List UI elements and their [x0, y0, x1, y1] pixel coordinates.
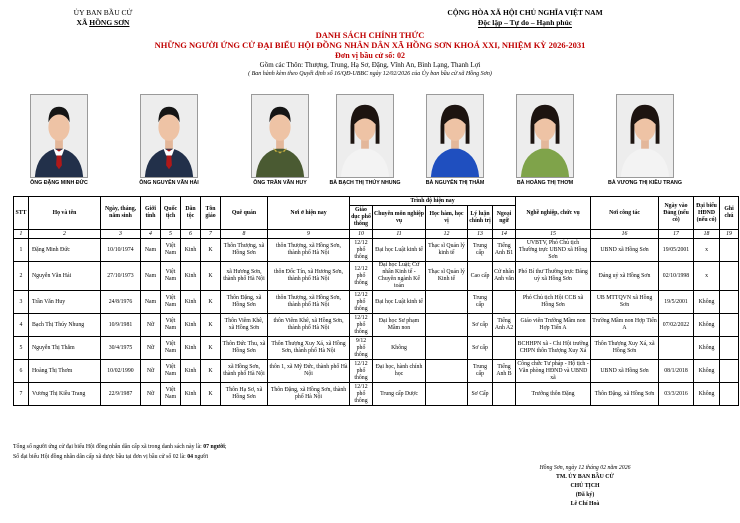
cell-professional: Trung cấp Dược [373, 383, 426, 406]
cell-professional: Đại học Sư phạm Mầm non [373, 314, 426, 337]
cell-stt: 2 [14, 262, 29, 291]
cell-language [493, 337, 516, 360]
candidate-photo-caption: BÀ NGUYỄN THỊ THẮM [425, 180, 485, 186]
cell-political: Trung cấp [468, 239, 493, 262]
cell-language: Tiếng Anh B1 [493, 239, 516, 262]
column-index-cell: 5 [161, 230, 181, 239]
cell-ethnicity: Kinh [181, 291, 201, 314]
cell-residence: thôn Đốc Tín, xã Hương Sơn, thành phố Hà Nội [268, 262, 350, 291]
cell-ethnicity: Kinh [181, 262, 201, 291]
cell-workplace: Thôn Đặng, xã Hồng Sơn [591, 383, 659, 406]
cell-language: Tiếng Anh A2 [493, 314, 516, 337]
candidate-portrait [616, 94, 674, 178]
header-name: Họ và tên [29, 197, 101, 230]
cell-political: Sơ cấp [468, 337, 493, 360]
header-residence: Nơi ở hiện nay [268, 197, 350, 230]
column-index-cell: 9 [268, 230, 350, 239]
table-row [14, 314, 739, 337]
national-motto-line [395, 18, 655, 28]
column-index-cell: 19 [720, 230, 739, 239]
candidate-portrait [30, 94, 88, 178]
cell-delegate: Không [694, 291, 720, 314]
cell-degree [426, 291, 468, 314]
header-stt: STT [14, 197, 29, 230]
column-index-cell: 11 [373, 230, 426, 239]
cell-party-date: 08/1/2018 [659, 360, 694, 383]
cell-nationality: Việt Nam [161, 262, 181, 291]
cell-hometown: Thôn Thượng, xã Hồng Sơn [221, 239, 268, 262]
cell-occupation: Công chức Tư pháp - Hộ tịch - Văn phòng HĐND và UBND xã [517, 360, 589, 381]
cell-residence: Thôn Đặng, xã Hồng Sơn, thành phố Hà Nội [268, 383, 350, 406]
cell-workplace: Đảng uỷ xã Hồng Sơn [591, 262, 659, 291]
cell-general-edu: 12/12 phổ thông [350, 262, 373, 291]
cell-workplace: Trường Mầm non Hợp Tiến A [591, 314, 659, 337]
candidate-photo-card [320, 90, 410, 195]
portrait-graphic [427, 95, 483, 177]
decision-reference: ( Ban hành kèm theo Quyết định số 16/QĐ-UBBC ngày 12/02/2026 của Ủy ban bầu cử xã Hồng Sơn) [248, 71, 492, 77]
summary-seats [13, 452, 493, 462]
header-occupation: Nghề nghiệp, chức vụ [516, 197, 591, 230]
header-gender: Giới tính [141, 197, 161, 230]
summary-total-text: Tổng số người ứng cử đại biểu Hội đồng nhân dân cấp xã trong danh sách này là: [13, 444, 204, 450]
cell-party-date: 19/5/2001 [659, 291, 694, 314]
candidate-photo-caption: BÀ VƯƠNG THỊ KIỀU TRANG [608, 180, 682, 186]
cell-dob: 10/9/1981 [101, 314, 141, 337]
cell-delegate: x [694, 262, 720, 291]
cell-political: Sơ Cấp [468, 383, 493, 406]
cell-occupation: UVBTV, Phó Chủ tịch Thường trực UBND xã Hồng Sơn [516, 239, 591, 262]
cell-occupation: Trưởng thôn Đặng [516, 383, 591, 406]
table-row [14, 291, 739, 314]
portrait-graphic [617, 95, 673, 177]
summary-total-value: 07 người [203, 444, 225, 450]
column-index-cell: 14 [493, 230, 516, 239]
cell-degree [426, 383, 468, 406]
cell-workplace: UBND xã Hồng Sơn [591, 239, 659, 262]
cell-party-date: 03/3/2016 [659, 383, 694, 406]
cell-residence: thôn Viêm Khê, xã Hồng Sơn, thành phố Hà Nội [268, 314, 350, 337]
candidate-photo-caption: ÔNG NGUYỄN VĂN HẢI [139, 180, 199, 186]
column-index-cell: 6 [181, 230, 201, 239]
candidate-rows [14, 230, 739, 406]
candidate-photos [0, 90, 740, 195]
cell-delegate: Không [694, 337, 720, 360]
electoral-unit: Đơn vị bầu cử số: 02 [335, 51, 405, 60]
cell-degree: Thạc sĩ Quản lý kinh tế [426, 239, 468, 262]
national-motto: Độc lập – Tự do – Hạnh phúc [477, 18, 573, 27]
column-index-cell: 1 [14, 230, 29, 239]
column-index-cell: 12 [426, 230, 468, 239]
portrait-graphic [337, 95, 393, 177]
cell-hometown: Thôn Đức Thu, xã Hồng Sơn [221, 337, 268, 360]
cell-notes [720, 291, 739, 314]
cell-hometown: Thôn Hạ Sơ, xã Hồng Sơn [221, 383, 268, 406]
column-index-cell: 10 [350, 230, 373, 239]
cell-occupation: Phó Chủ tịch Hội CCB xã Hồng Sơn [516, 291, 591, 314]
cell-general-edu: 12/12 phổ thông [350, 291, 373, 314]
column-index-cell: 16 [591, 230, 659, 239]
cell-name: Hoàng Thị Thơm [29, 360, 101, 383]
cell-name: Đặng Minh Đức [29, 239, 101, 262]
candidate-photo-card [14, 90, 104, 195]
villages-list: Gồm các Thôn: Thượng, Trung, Hạ Sơ, Đặng, Vĩnh An, Bình Lạng, Thanh Lợi [259, 61, 481, 69]
cell-gender: Nữ [141, 360, 161, 383]
table-row [14, 360, 739, 383]
candidate-table [13, 196, 739, 406]
signature-org: TM. ỦY BAN BẦU CỬ [555, 474, 615, 480]
column-index-cell: 3 [101, 230, 141, 239]
cell-occupation: BCHHPN xã - Chi Hội trưởng CHPN thôn Thượng Xuy Xá [516, 337, 591, 360]
cell-gender: Nữ [141, 383, 161, 406]
summary-total-end: ; [224, 444, 227, 450]
cell-stt: 7 [14, 383, 29, 406]
cell-party-date: 19/05/2001 [659, 239, 694, 262]
cell-gender: Nam [141, 262, 161, 291]
cell-hometown: xã Hương Sơn, thành phố Hà Nội [221, 262, 268, 291]
signature-date: Hồng Sơn, ngày 12 tháng 02 năm 2026 [539, 465, 631, 471]
cell-general-edu: 9/12 phổ thông [350, 337, 373, 360]
cell-dob: 24/8/1976 [101, 291, 141, 314]
cell-delegate: Không [694, 314, 720, 337]
cell-stt: 1 [14, 239, 29, 262]
header-dob: Ngày, tháng, năm sinh [101, 197, 141, 230]
cell-gender: Nữ [141, 337, 161, 360]
cell-residence: thôn 1, xã Mỹ Đức, thành phố Hà Nội [268, 360, 350, 383]
header-religion: Tôn giáo [201, 197, 221, 230]
cell-ethnicity: Kinh [181, 337, 201, 360]
header-hometown: Quê quán [221, 197, 268, 230]
candidate-photo-card [124, 90, 214, 195]
column-index-cell: 4 [141, 230, 161, 239]
cell-language: Cử nhân Anh văn [493, 262, 516, 291]
column-index-cell: 15 [516, 230, 591, 239]
cell-gender: Nam [141, 291, 161, 314]
cell-general-edu: 12/12 phổ thông [350, 360, 373, 383]
candidate-photo-caption: BÀ HOÀNG THỊ THƠM [516, 180, 574, 186]
summary-total [13, 442, 493, 452]
cell-nationality: Việt Nam [161, 314, 181, 337]
cell-nationality: Việt Nam [161, 383, 181, 406]
header-language: Ngoại ngữ [493, 206, 516, 230]
column-index-cell: 2 [29, 230, 101, 239]
summary-seats-value: 04 [187, 454, 194, 460]
column-index-cell: 8 [221, 230, 268, 239]
cell-religion: K [201, 360, 221, 383]
cell-nationality: Việt Nam [161, 337, 181, 360]
issuer-line2-place: HỒNG SƠN [89, 18, 130, 27]
cell-dob: 22/9/1987 [101, 383, 141, 406]
candidate-portrait [426, 94, 484, 178]
cell-nationality: Việt Nam [161, 239, 181, 262]
cell-party-date: 02/10/1998 [659, 262, 694, 291]
header-general-edu: Giáo dục phổ thông [350, 206, 373, 230]
cell-religion: K [201, 337, 221, 360]
header-political: Lý luận chính trị [468, 206, 493, 230]
cell-name: Bạch Thị Thúy Nhung [29, 314, 101, 337]
cell-workplace: UB MTTQVN xã Hồng Sơn [591, 291, 659, 314]
cell-religion: K [201, 291, 221, 314]
cell-party-date: 07/02/2022 [659, 314, 694, 337]
cell-professional: Đại học Luật kinh tế [373, 291, 426, 314]
cell-name: Trần Văn Huy [29, 291, 101, 314]
header-ethnicity: Dân tộc [181, 197, 201, 230]
cell-nationality: Việt Nam [161, 360, 181, 383]
cell-ethnicity: Kinh [181, 239, 201, 262]
cell-occupation: Phó Bí thư Thường trực Đảng uỷ xã Hồng Sơn [516, 262, 591, 291]
cell-dob: 27/10/1973 [101, 262, 141, 291]
column-index-cell: 13 [468, 230, 493, 239]
summary-seats-end: người [193, 454, 209, 460]
cell-political: Sơ cấp [468, 314, 493, 337]
cell-gender: Nữ [141, 314, 161, 337]
cell-workplace: Thôn Thượng Xuy Xá, xã Hồng Sơn [591, 337, 659, 360]
candidate-portrait [336, 94, 394, 178]
cell-workplace: UBND xã Hồng Sơn [591, 360, 659, 383]
issuer-block [28, 8, 178, 28]
signature-status: (Đã ký) [575, 492, 595, 498]
cell-general-edu: 12/12 phổ thông [350, 314, 373, 337]
cell-hometown: Thôn Viêm Khê, xã Hồng Sơn [221, 314, 268, 337]
cell-notes [720, 383, 739, 406]
cell-hometown: xã Hồng Sơn, thành phố Hà Nội [221, 360, 268, 383]
issuer-line2 [28, 18, 178, 28]
header-notes: Ghi chú [720, 197, 739, 230]
portrait-graphic [252, 95, 308, 177]
signature-title: CHỦ TỊCH [570, 483, 600, 489]
national-title: CỘNG HÒA XÃ HỘI CHỦ NGHĨA VIỆT NAM [447, 8, 603, 17]
document-title-block [0, 30, 740, 78]
issuer-line2-prefix: XÃ [76, 18, 90, 27]
cell-occupation: Giáo viên Trường Mầm non Hợp Tiến A [516, 314, 591, 337]
cell-dob: 10/02/1990 [101, 360, 141, 383]
cell-nationality: Việt Nam [161, 291, 181, 314]
column-index-cell: 7 [201, 230, 221, 239]
national-header [395, 8, 655, 28]
cell-delegate: Không [694, 360, 720, 383]
signature-block [500, 464, 670, 509]
cell-religion: K [201, 314, 221, 337]
candidate-photo-caption: ÔNG ĐẶNG MINH ĐỨC [30, 180, 88, 186]
cell-language: Tiếng Anh B [493, 360, 516, 383]
header-professional: Chuyên môn nghiệp vụ [373, 206, 426, 230]
table-row [14, 239, 739, 262]
cell-notes [720, 314, 739, 337]
cell-degree: Thạc sĩ Quản lý Kinh tế [426, 262, 468, 291]
cell-degree [426, 314, 468, 337]
cell-language [493, 383, 516, 406]
cell-notes [720, 239, 739, 262]
cell-delegate: x [694, 239, 720, 262]
cell-religion: K [201, 262, 221, 291]
summary-notes [13, 442, 493, 462]
cell-general-edu: 12/12 phổ thông [350, 239, 373, 262]
cell-dob: 10/10/1974 [101, 239, 141, 262]
candidate-photo-caption: ÔNG TRẦN VĂN HUY [253, 180, 307, 186]
issuer-line1: ỦY BAN BẦU CỬ [73, 8, 133, 17]
portrait-graphic [141, 95, 197, 177]
candidate-photo-card [600, 90, 690, 195]
cell-professional: Đại học Luật kinh tế [373, 239, 426, 262]
cell-gender: Nam [141, 239, 161, 262]
header-party-date: Ngày vào Đảng (nếu có) [659, 197, 694, 230]
cell-name: Vương Thị Kiều Trang [29, 383, 101, 406]
cell-language [493, 291, 516, 314]
table-row [14, 262, 739, 291]
header-delegate: Đại biểu HĐND (nếu có) [694, 197, 720, 230]
cell-stt: 3 [14, 291, 29, 314]
cell-ethnicity: Kinh [181, 383, 201, 406]
candidate-photo-card [500, 90, 590, 195]
header-degree: Học hàm, học vị [426, 206, 468, 230]
cell-ethnicity: Kinh [181, 314, 201, 337]
cell-hometown: Thôn Đặng, xã Hồng Sơn [221, 291, 268, 314]
candidate-portrait [251, 94, 309, 178]
signature-name: Lê Chí Hoà [570, 501, 600, 507]
cell-residence: thôn Thượng, xã Hồng Sơn, thành phố Hà Nội [268, 239, 350, 262]
summary-seats-text: Số đại biểu Hội đồng nhân dân cấp xã được bầu tại đơn vị bầu cử số 02 là: [13, 454, 188, 460]
column-index-row [14, 230, 739, 239]
portrait-graphic [517, 95, 573, 177]
table-row [14, 383, 739, 406]
cell-dob: 30/4/1975 [101, 337, 141, 360]
cell-stt: 4 [14, 314, 29, 337]
cell-ethnicity: Kinh [181, 360, 201, 383]
cell-political: Trung cấp [468, 360, 493, 383]
cell-political: Cao cấp [468, 262, 493, 291]
header-education-group: Trình độ hiện nay [350, 197, 516, 206]
cell-notes [720, 262, 739, 291]
cell-degree [426, 337, 468, 360]
cell-stt: 6 [14, 360, 29, 383]
column-index-cell: 18 [694, 230, 720, 239]
column-index-cell: 17 [659, 230, 694, 239]
cell-religion: K [201, 383, 221, 406]
cell-residence: Thôn Thượng Xuy Xá, xã Hồng Sơn, thành phố Hà Nội [268, 337, 350, 360]
table-row [14, 337, 739, 360]
document-title: DANH SÁCH CHÍNH THỨC [315, 30, 425, 40]
candidate-photo-card [410, 90, 500, 195]
candidate-portrait [140, 94, 198, 178]
header-workplace: Nơi công tác [591, 197, 659, 230]
cell-name: Nguyễn Thị Thắm [29, 337, 101, 360]
header-nationality: Quốc tịch [161, 197, 181, 230]
cell-professional: Không [373, 337, 426, 360]
candidate-photo-caption: BÀ BẠCH THỊ THÚY NHUNG [329, 180, 401, 186]
cell-stt: 5 [14, 337, 29, 360]
cell-residence: thôn Thượng, xã Hồng Sơn, thành phố Hà Nội [268, 291, 350, 314]
cell-degree [426, 360, 468, 383]
cell-delegate: Không [694, 383, 720, 406]
cell-party-date [659, 337, 694, 360]
cell-name: Nguyễn Văn Hải [29, 262, 101, 291]
cell-general-edu: 12/12 phổ thông [350, 383, 373, 406]
cell-political: Trung cấp [468, 291, 493, 314]
document-subtitle: NHỮNG NGƯỜI ỨNG CỬ ĐẠI BIỂU HỘI ĐỒNG NHÂN DÂN XÃ HỒNG SƠN KHOÁ XXI, NHIỆM KỲ 2026-2031 [154, 40, 586, 50]
cell-notes [720, 337, 739, 360]
cell-religion: K [201, 239, 221, 262]
candidate-portrait [516, 94, 574, 178]
cell-notes [720, 360, 739, 383]
portrait-graphic [31, 95, 87, 177]
cell-professional: Đại học, hành chính học [373, 360, 426, 383]
cell-professional: Đại học Luật; Cử nhân Kinh tế - Chuyên ngành Kế toán [373, 262, 426, 291]
